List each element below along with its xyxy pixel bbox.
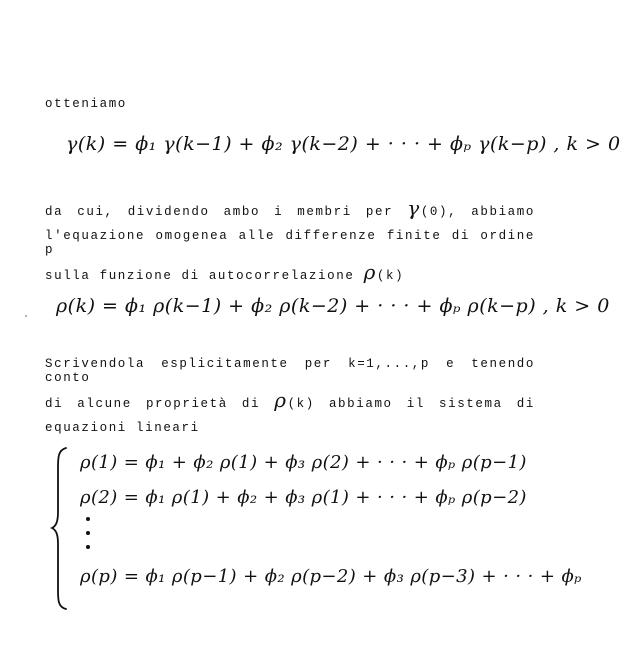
ellipsis-dot [86,517,90,521]
text-autocorrelazione-part1: sulla funzione di autocorrelazione [45,269,355,283]
text-autocorrelazione-part2: (k) [376,269,405,283]
gamma-symbol: γ [407,196,421,220]
system-row-1: ρ(1) = ϕ₁ + ϕ₂ ρ(1) + ϕ₃ ρ(2) + · · · + ϕₚ ρ(p−1) [80,452,527,473]
ellipsis-dot [86,531,90,535]
text-autocorrelazione [45,260,535,284]
text-proprieta [45,388,535,412]
ellipsis-dot [86,545,90,549]
text-da-cui [45,196,535,220]
scan-speck [25,315,27,317]
text-da-cui-part2: (0), abbiamo [420,205,535,219]
equation-gamma-recursion: γ(k) = ϕ₁ γ(k−1) + ϕ₂ γ(k−2) + · · · + ϕₚ γ(k−p) , k > 0 [66,133,621,155]
text-otteniamo: otteniamo [45,97,127,111]
text-proprieta-part2: (k) abbiamo il sistema di [287,397,535,411]
system-row-2: ρ(2) = ϕ₁ ρ(1) + ϕ₂ + ϕ₃ ρ(1) + · · · + ϕₚ ρ(p−2) [80,487,527,508]
vertical-ellipsis [84,517,94,559]
text-equazione-omogenea: l'equazione omogenea alle differenze finite di ordine p [45,229,535,257]
rho-symbol: ρ [363,260,377,284]
equation-rho-recursion: ρ(k) = ϕ₁ ρ(k−1) + ϕ₂ ρ(k−2) + · · · + ϕₚ ρ(k−p) , k > 0 [56,295,610,317]
system-row-p: ρ(p) = ϕ₁ ρ(p−1) + ϕ₂ ρ(p−2) + ϕ₃ ρ(p−3) + · · · + ϕₚ [80,566,582,587]
rho-symbol: ρ [274,388,288,412]
text-proprieta-part1: di alcune proprietà di [45,397,261,411]
text-da-cui-part1: da cui, dividendo ambo i membri per [45,205,394,219]
text-equazioni-lineari: equazioni lineari [45,421,200,435]
system-brace [50,446,70,611]
text-scrivendola: Scrivendola esplicitamente per k=1,...,p e tenendo conto [45,357,535,385]
